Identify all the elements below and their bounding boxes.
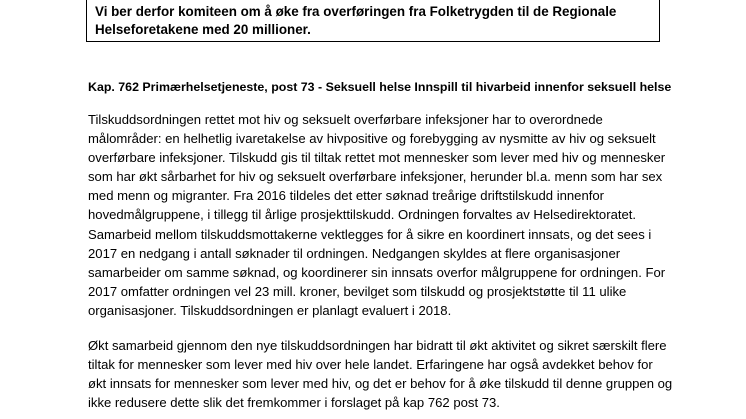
request-line: Vi ber derfor komiteen om å øke fra overføringen fra Folketrygden til de Regionale bbox=[95, 4, 617, 19]
paragraph-line: Økt samarbeid gjennom den nye tilskuddsordningen har bidratt til økt aktivitet og sikret særskilt flere bbox=[88, 338, 667, 353]
paragraph-line: hovedmålgruppene, i tillegg til årlige prosjekttilskudd. Ordningen forvaltes av Helsedirektoratet. bbox=[88, 207, 637, 223]
section-heading: Kap. 762 Primærhelsetjeneste, post 73 - Seksuell helse Innspill til hivarbeid innenfor seksuell helse bbox=[88, 80, 672, 94]
paragraph-line: som har økt sårbarhet for hiv og seksuelt overførbare infeksjoner, herunder bl.a. menn som har sex bbox=[88, 169, 663, 185]
paragraph-line: Samarbeid mellom tilskuddsmottakerne vektlegges for å sikre en koordinert innsats, og det sees i bbox=[88, 226, 652, 242]
paragraph-line: 2017 en nedgang i antall søknader til ordningen. Nedgangen skyldes at flere organisasjoner bbox=[88, 245, 621, 261]
highlighted-request-box bbox=[86, 0, 660, 42]
paragraph-line: med menn og migranter. Fra 2016 tildeles det etter søknad treårige driftstilskudd innenfor bbox=[88, 188, 605, 204]
body-paragraph-1 bbox=[88, 110, 678, 320]
paragraph-line: samarbeider om samme søknad, og koordinerer sin innsats overfor målgruppene for ordningen. For bbox=[88, 264, 666, 280]
paragraph-line: Tilskuddsordningen rettet mot hiv og seksuelt overførbare infeksjoner har to overordnede bbox=[88, 112, 603, 127]
paragraph-line: tiltak for mennesker som lever med hiv over hele landet. Erfaringene har også avdekket behov for bbox=[88, 357, 653, 373]
request-text bbox=[95, 3, 655, 39]
body-paragraph-2 bbox=[88, 336, 678, 412]
paragraph-line: økt innsats for mennesker som lever med hiv, og det er behov for å øke tilskudd til denne gruppen og bbox=[88, 376, 673, 392]
paragraph-line: målområder: en helhetlig ivaretakelse av hivpositive og forebygging av nysmitte av hiv og seksuelt bbox=[88, 131, 656, 147]
paragraph-line: organisasjoner. Tilskuddsordningen er planlagt evaluert i 2018. bbox=[88, 302, 452, 318]
request-line: Helseforetakene med 20 millioner. bbox=[95, 22, 311, 37]
paragraph-line: 2017 omfatter ordningen vel 23 mill. kroner, bevilget som tilskudd og prosjektstøtte til 11 ulike bbox=[88, 283, 627, 299]
paragraph-line: ikke redusere dette slik det fremkommer i forslaget på kap 762 post 73. bbox=[88, 395, 500, 411]
paragraph-line: overførbare infeksjoner. Tilskudd gis til tiltak rettet mot mennesker som lever med hiv og mennesker bbox=[88, 150, 666, 166]
